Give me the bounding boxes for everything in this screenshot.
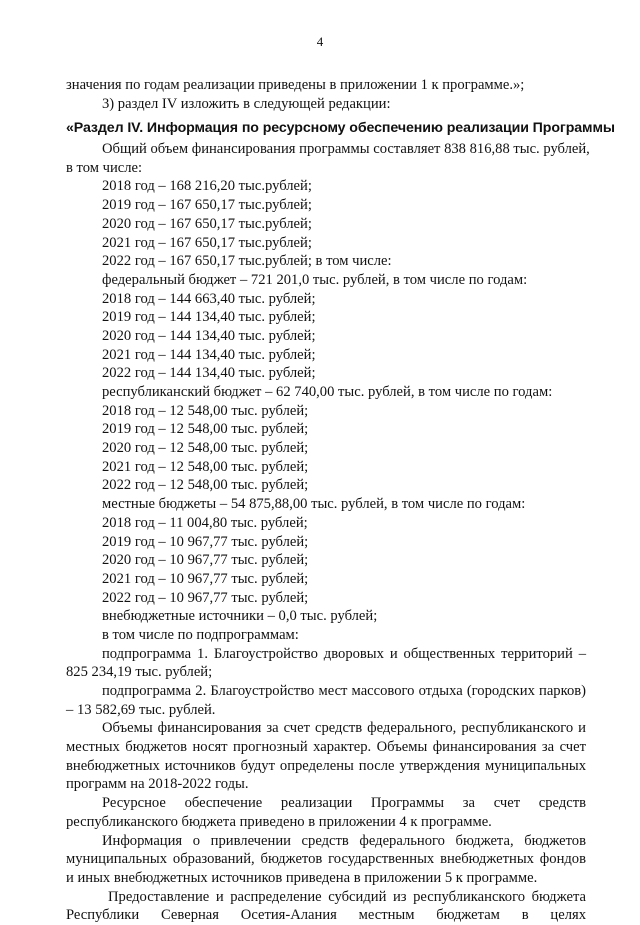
paragraph-attraction: Информация о привлечении средств федерального бюджета, бюджетов муниципальных образований, бюджетов государственных внебюджетных фондов и иных внебюджетных источников приведена в приложении 5 к программе. [66, 832, 586, 886]
year-line: 2022 год – 167 650,17 тыс.рублей; в том числе: [102, 253, 392, 270]
page-number: 4 [316, 34, 324, 49]
year-line: 2022 год – 12 548,00 тыс. рублей; [102, 477, 309, 494]
text-line: Общий объем финансирования программы составляет 838 816,88 тыс. рублей, [102, 141, 590, 158]
text-line: местные бюджеты – 54 875,88,00 тыс. рублей, в том числе по годам: [102, 496, 526, 513]
paragraph-resource: Ресурсное обеспечение реализации Программы за счет средств республиканского бюджета приведено в приложении 4 к программе. [66, 795, 586, 830]
year-line: 2020 год – 12 548,00 тыс. рублей; [102, 440, 309, 457]
year-line: 2021 год – 12 548,00 тыс. рублей; [102, 458, 309, 475]
year-line: 2019 год – 12 548,00 тыс. рублей; [102, 421, 309, 438]
year-line: 2018 год – 12 548,00 тыс. рублей; [102, 402, 309, 419]
year-line: 2018 год – 168 216,20 тыс.рублей; [102, 178, 312, 195]
year-line: 2022 год – 10 967,77 тыс. рублей; [102, 589, 309, 606]
year-line: 2019 год – 10 967,77 тыс. рублей; [102, 533, 309, 550]
text-line: в том числе по подпрограммам: [102, 626, 299, 643]
text-line: республиканский бюджет – 62 740,00 тыс. рублей, в том числе по годам: [102, 384, 553, 400]
year-line: 2019 год – 144 134,40 тыс. рублей; [102, 309, 316, 326]
text-line: – 13 582,69 тыс. рублей. [66, 701, 216, 718]
text-line: подпрограмма 2. Благоустройство мест массового отдыха (городских парков) [102, 683, 586, 699]
year-line: 2021 год – 144 134,40 тыс. рублей; [102, 346, 316, 363]
text-line: в том числе: [66, 159, 143, 176]
text-line: значения по годам реализации приведены в приложении 1 к программе.»; [66, 77, 525, 93]
text-line: подпрограмма 1. Благоустройство дворовых и общественных территорий – [102, 645, 586, 662]
year-line: 2019 год – 167 650,17 тыс.рублей; [102, 197, 312, 214]
paragraph-subsidy: Предоставление и распределение субсидий из республиканского бюджета Республики Северная Осетия-Алания местным бюджетам в целях [66, 888, 586, 924]
year-line: 2021 год – 10 967,77 тыс. рублей; [102, 570, 309, 587]
year-line: 2018 год – 11 004,80 тыс. рублей; [102, 514, 308, 531]
year-line: 2022 год – 144 134,40 тыс. рублей; [102, 365, 316, 382]
section-heading: «Раздел IV. Информация по ресурсному обеспечению реализации Программы [66, 120, 615, 137]
text-line: 3) раздел IV изложить в следующей редакции: [102, 95, 391, 112]
text-line: федеральный бюджет – 721 201,0 тыс. рублей, в том числе по годам: [102, 271, 528, 288]
year-line: 2020 год – 144 134,40 тыс. рублей; [102, 327, 316, 344]
document-body [66, 76, 615, 925]
year-line: 2021 год – 167 650,17 тыс.рублей; [102, 234, 312, 251]
text-line: 825 234,19 тыс. рублей; [66, 664, 213, 681]
paragraph-forecast: Объемы финансирования за счет средств федерального, республиканского и местных бюджетов носят прогнозный характер. Объемы финансирования за счет внебюджетных источников будут определены после утверждения муниципальных программ на 2018-2022 годы. [66, 720, 586, 793]
year-line: 2020 год – 10 967,77 тыс. рублей; [102, 552, 309, 569]
year-line: 2018 год – 144 663,40 тыс. рублей; [102, 290, 316, 307]
year-line: 2020 год – 167 650,17 тыс.рублей; [102, 215, 312, 232]
text-line: внебюджетные источники – 0,0 тыс. рублей; [102, 608, 378, 625]
